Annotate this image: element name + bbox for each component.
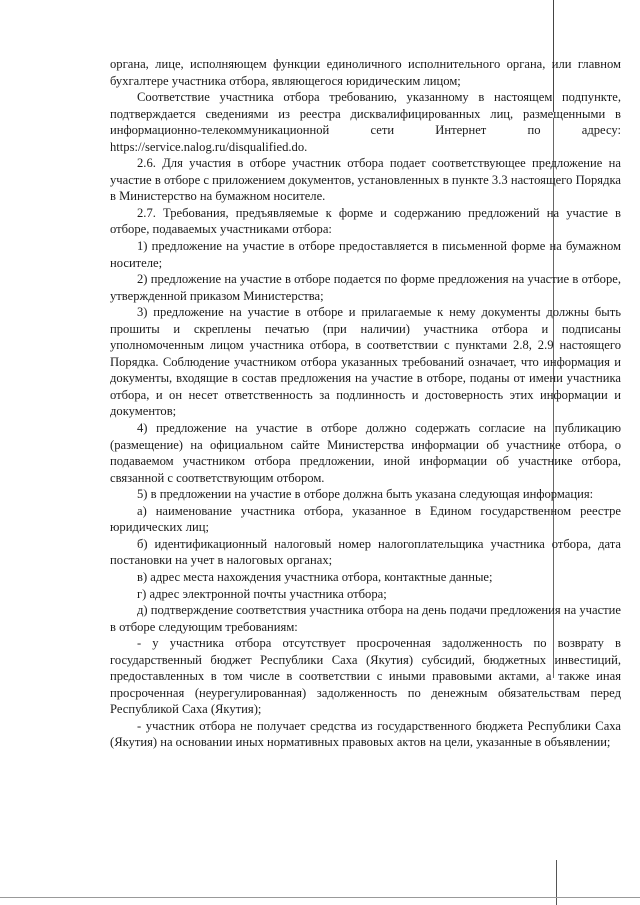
- scan-margin-line: [556, 860, 557, 905]
- paragraph: 2.7. Требования, предъявляемые к форме и содержанию предложений на участие в отборе, подаваемых участниками отбора:: [110, 205, 621, 237]
- paragraph: органа, лице, исполняющем функции единоличного исполнительного органа, или главном бухгалтере участника отбора, являющегося юридическим лицом;: [110, 57, 621, 88]
- scan-bottom-edge: [0, 897, 640, 898]
- paragraph: 3) предложение на участие в отборе и прилагаемые к нему документы должны быть прошиты и скреплены печатью (при наличии) участника отбора и подписаны уполномоченным лицом участника отбора, в соответствии с пунктами 2.8, 2.9 настоящего Порядка. Соблюдение участником отбора указанных требований означает, что информация и документы, входящие в состав предложения на участие в отборе, поданы от имени участника отбора, и он несет ответственность за подлинность и достоверность этих информации и документов;: [110, 305, 621, 419]
- paragraph: Соответствие участника отбора требованию, указанному в настоящем подпункте, подтверждается сведениями из реестра дисквалифицированных лиц, размещенными в информационно-телекоммуникационной сети Интернет по адресу: https://service.nalog.ru/disqualified.do.: [110, 90, 621, 154]
- paragraph: 2.6. Для участия в отборе участник отбора подает соответствующее предложение на участие в отборе с приложением документов, установленных в пункте 3.3 настоящего Порядка в Министерство на бумажном носителе.: [110, 156, 621, 204]
- paragraph: г) адрес электронной почты участника отбора;: [137, 586, 387, 601]
- paragraph: - участник отбора не получает средства из государственного бюджета Республики Саха (Якутия) на основании иных нормативных правовых актов на цели, указанные в объявлении;: [110, 718, 621, 750]
- paragraph: 2) предложение на участие в отборе подается по форме предложения на участие в отборе, утвержденной приказом Министерства;: [110, 272, 621, 303]
- paragraph: 5) в предложении на участие в отборе должна быть указана следующая информация:: [137, 487, 594, 502]
- paragraph: б) идентификационный налоговый номер налогоплательщика участника отбора, дата постановки на учет в налоговых органах;: [110, 536, 621, 568]
- paragraph: 1) предложение на участие в отборе предоставляется в письменной форме на бумажном носителе;: [110, 239, 621, 270]
- document-body: [110, 56, 621, 751]
- paragraph: а) наименование участника отбора, указанное в Едином государственном реестре юридических лиц;: [110, 503, 621, 535]
- paragraph: д) подтверждение соответствия участника отбора на день подачи предложения на участие в отборе следующим требованиям:: [110, 603, 621, 634]
- paragraph: 4) предложение на участие в отборе должно содержать согласие на публикацию (размещение) на официальном сайте Министерства информации об участнике отбора, о подаваемом участником отбора предложении, иной информации об участнике отбора, связанной с соответствующим отбором.: [110, 421, 621, 485]
- paragraph: - у участника отбора отсутствует просроченная задолженность по возврату в государственный бюджет Республики Саха (Якутия) субсидий, бюджетных инвестиций, предоставленных в том числе в соответствии с иными правовыми актами, а также иная просроченная (неурегулированная) задолженность по денежным обязательствам перед Республикой Саха (Якутия);: [110, 636, 621, 717]
- paragraph: в) адрес места нахождения участника отбора, контактные данные;: [137, 569, 493, 584]
